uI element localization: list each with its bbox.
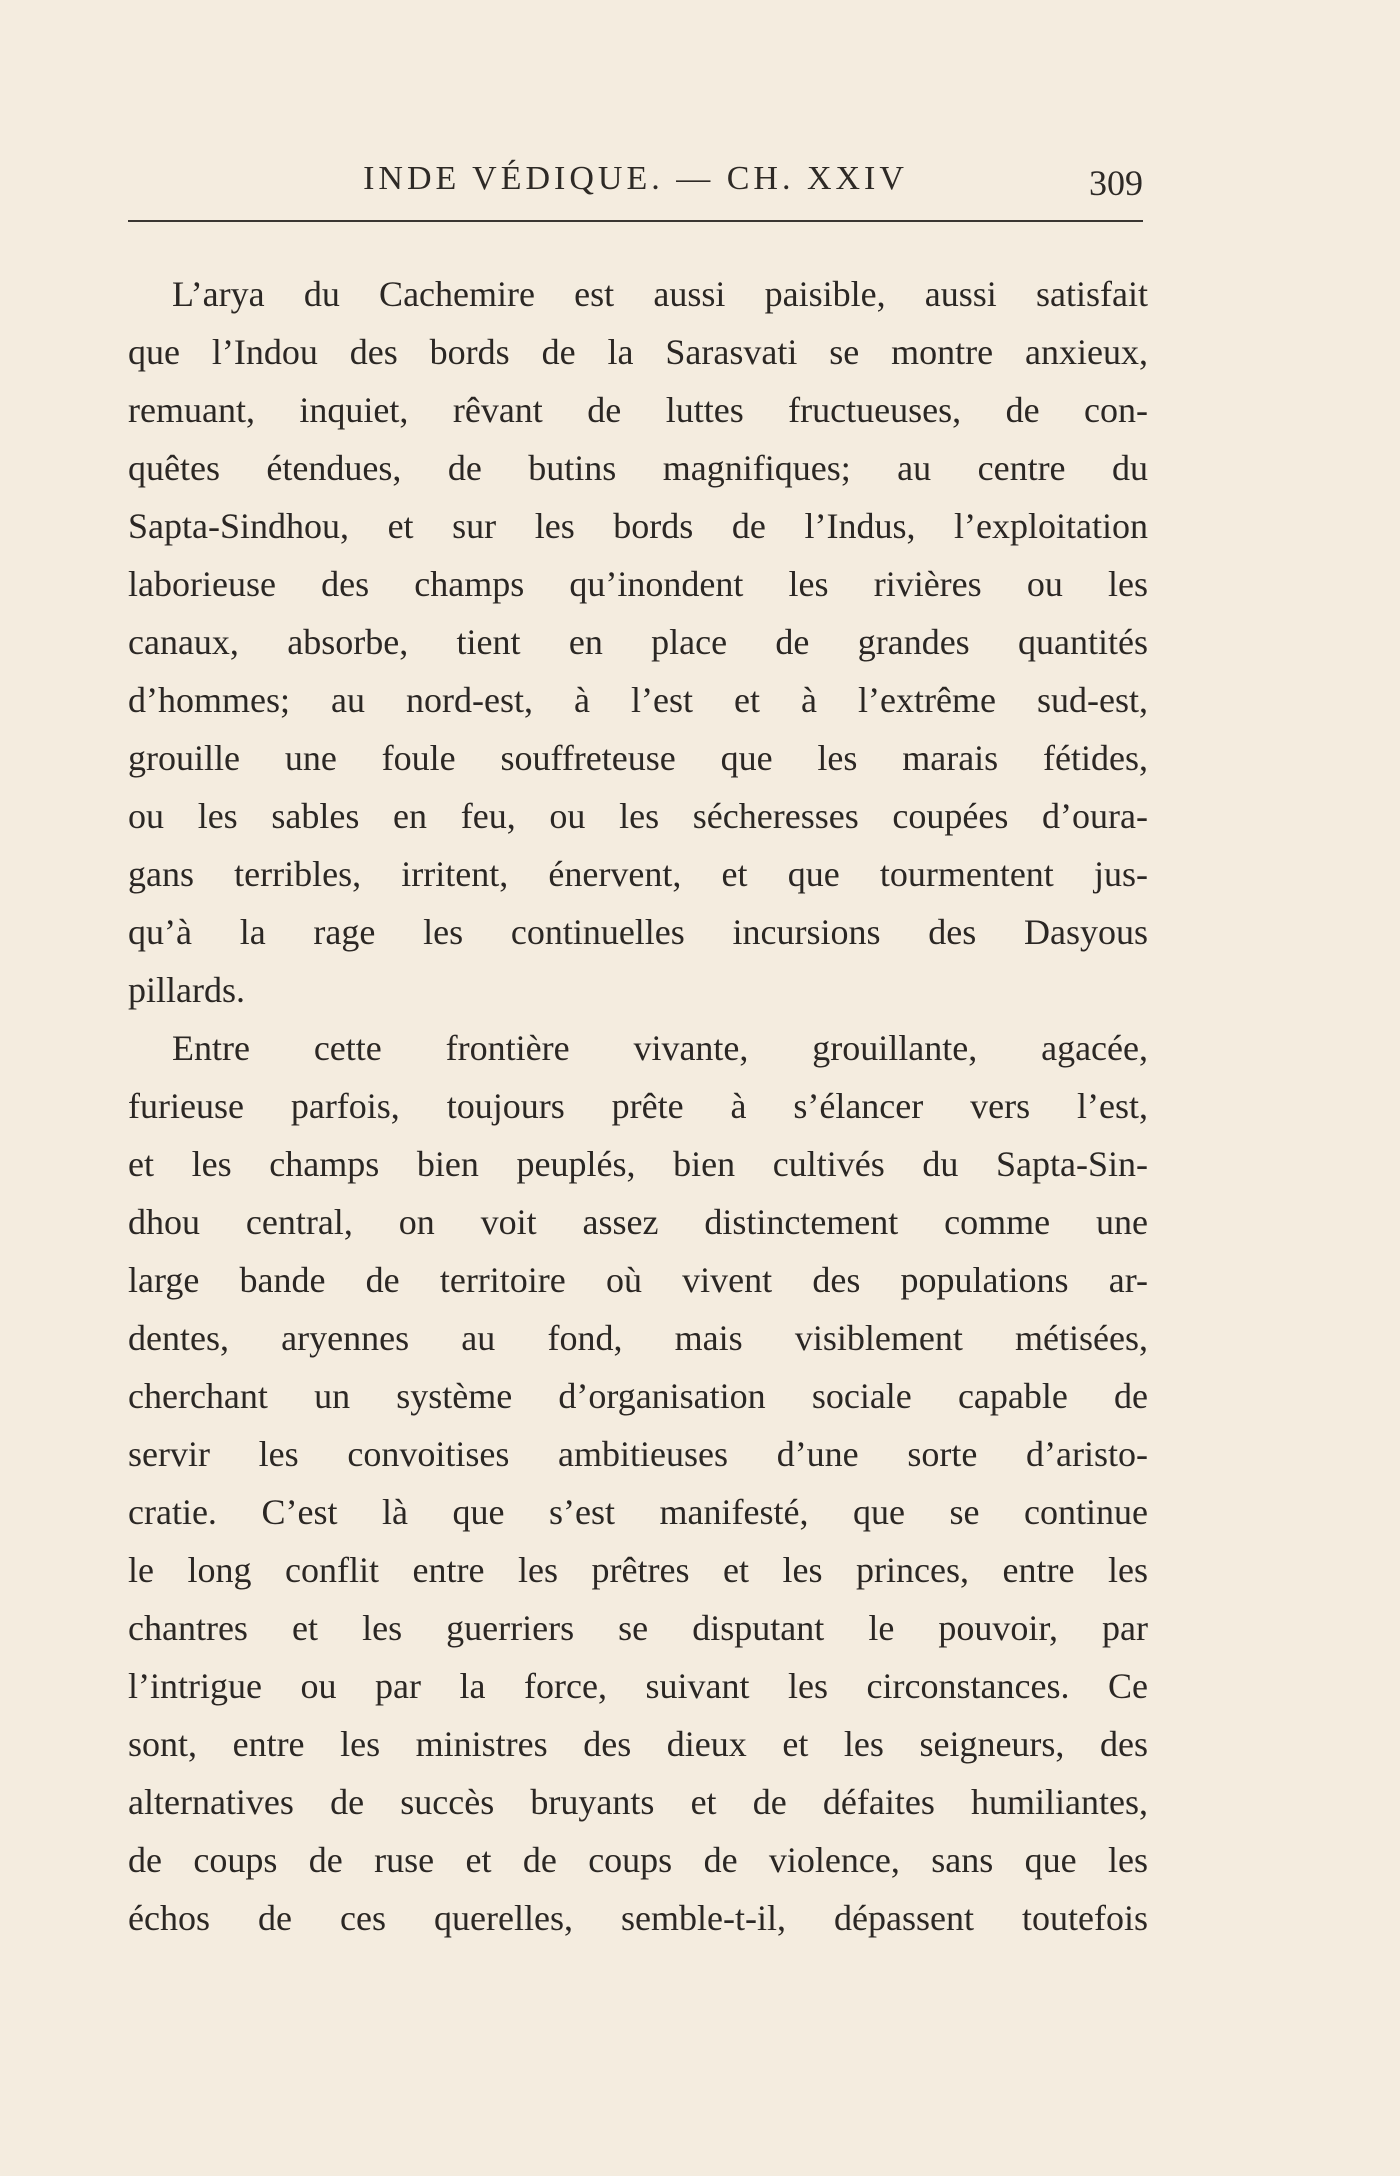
text-line: de coups de ruse et de coups de violence, sans que les [128, 1840, 1148, 1880]
text-line: Entre cette frontière vivante, grouillante, agacée, [172, 1028, 1148, 1068]
text-line: canaux, absorbe, tient en place de grandes quantités [128, 622, 1148, 662]
text-line: que l’Indou des bords de la Sarasvati se montre anxieux, [128, 332, 1148, 372]
text-line: servir les convoitises ambitieuses d’une sorte d’aristo- [128, 1434, 1148, 1474]
text-line: l’intrigue ou par la force, suivant les circonstances. Ce [128, 1666, 1148, 1706]
running-title: INDE VÉDIQUE. — CH. XXIV [363, 160, 908, 197]
body-text [128, 265, 1148, 1947]
text-line: et les champs bien peuplés, bien cultivés du Sapta-Sin- [128, 1144, 1148, 1184]
text-line: dentes, aryennes au fond, mais visiblement métisées, [128, 1318, 1148, 1358]
text-line: L’arya du Cachemire est aussi paisible, aussi satisfait [172, 274, 1148, 314]
text-line: laborieuse des champs qu’inondent les rivières ou les [128, 564, 1148, 604]
text-line: gans terribles, irritent, énervent, et que tourmentent jus- [128, 854, 1148, 894]
text-line: échos de ces querelles, semble-t-il, dépassent toutefois [128, 1898, 1148, 1938]
text-line: ou les sables en feu, ou les sécheresses coupées d’oura- [128, 796, 1148, 836]
text-line: d’hommes; au nord-est, à l’est et à l’extrême sud-est, [128, 680, 1148, 720]
text-line: alternatives de succès bruyants et de défaites humiliantes, [128, 1782, 1148, 1822]
text-line: pillards. [128, 970, 245, 1010]
text-line: large bande de territoire où vivent des populations ar- [128, 1260, 1148, 1300]
header-rule [128, 220, 1143, 222]
text-line: quêtes étendues, de butins magnifiques; au centre du [128, 448, 1148, 488]
text-line: grouille une foule souffreteuse que les marais fétides, [128, 738, 1148, 778]
text-line: remuant, inquiet, rêvant de luttes fructueuses, de con- [128, 390, 1148, 430]
running-head [128, 150, 1143, 216]
text-line: furieuse parfois, toujours prête à s’élancer vers l’est, [128, 1086, 1148, 1126]
page-number: 309 [1089, 163, 1143, 203]
text-line: sont, entre les ministres des dieux et les seigneurs, des [128, 1724, 1148, 1764]
text-line: cherchant un système d’organisation sociale capable de [128, 1376, 1148, 1416]
text-line: Sapta-Sindhou, et sur les bords de l’Indus, l’exploitation [128, 506, 1148, 546]
text-line: chantres et les guerriers se disputant le pouvoir, par [128, 1608, 1148, 1648]
text-line: le long conflit entre les prêtres et les princes, entre les [128, 1550, 1148, 1590]
text-line: dhou central, on voit assez distinctement comme une [128, 1202, 1148, 1242]
text-line: qu’à la rage les continuelles incursions des Dasyous [128, 912, 1148, 952]
text-line: cratie. C’est là que s’est manifesté, que se continue [128, 1492, 1148, 1532]
